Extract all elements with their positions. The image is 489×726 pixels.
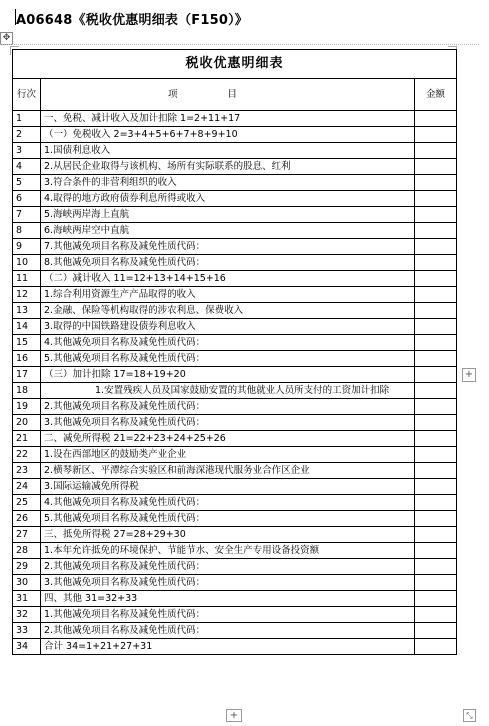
amount-cell[interactable]: [415, 575, 457, 591]
row-number-cell[interactable]: 23: [13, 463, 41, 479]
tax-preference-table: [12, 49, 457, 655]
amount-cell[interactable]: [415, 383, 457, 399]
row-number-cell[interactable]: 20: [13, 415, 41, 431]
amount-cell[interactable]: [415, 511, 457, 527]
item-cell[interactable]: 4.其他减免项目名称及减免性质代码：: [41, 495, 415, 511]
amount-cell[interactable]: [415, 175, 457, 191]
item-cell[interactable]: 3.符合条件的非营利组织的收入: [41, 175, 415, 191]
table-row: [13, 575, 457, 591]
table-row: [13, 271, 457, 287]
item-cell[interactable]: 4.其他减免项目名称及减免性质代码：: [41, 335, 415, 351]
header-amount[interactable]: 金额: [415, 79, 457, 111]
item-cell[interactable]: 5.海峡两岸海上直航: [41, 207, 415, 223]
page-separator: [0, 44, 479, 45]
row-number-cell[interactable]: 2: [13, 127, 41, 143]
amount-cell[interactable]: [415, 543, 457, 559]
amount-cell[interactable]: [415, 399, 457, 415]
item-cell[interactable]: 3.其他减免项目名称及减免性质代码：: [41, 415, 415, 431]
item-cell[interactable]: 7.其他减免项目名称及减免性质代码：: [41, 239, 415, 255]
amount-cell[interactable]: [415, 287, 457, 303]
amount-cell[interactable]: [415, 639, 457, 655]
table-row: [13, 415, 457, 431]
row-number-cell[interactable]: 21: [13, 431, 41, 447]
item-cell[interactable]: 2.其他减免项目名称及减免性质代码：: [41, 623, 415, 639]
table-row: [13, 479, 457, 495]
row-number-cell[interactable]: 10: [13, 255, 41, 271]
table-row: [13, 607, 457, 623]
item-cell[interactable]: 2.横琴新区、平潭综合实验区和前海深港现代服务业合作区企业: [41, 463, 415, 479]
table-row: [13, 623, 457, 639]
table-row: [13, 543, 457, 559]
table-row: [13, 287, 457, 303]
amount-cell[interactable]: [415, 607, 457, 623]
item-cell[interactable]: 5.其他减免项目名称及减免性质代码：: [41, 511, 415, 527]
amount-cell[interactable]: [415, 367, 457, 383]
table-row: [13, 511, 457, 527]
amount-cell[interactable]: [415, 335, 457, 351]
table-row: [13, 255, 457, 271]
amount-cell[interactable]: [415, 495, 457, 511]
document-title: A06648《税收优惠明细表（F150）》: [16, 13, 249, 28]
row-number-cell[interactable]: 12: [13, 287, 41, 303]
table-resize-icon[interactable]: ⤡: [463, 709, 476, 722]
amount-cell[interactable]: [415, 623, 457, 639]
amount-cell[interactable]: [415, 463, 457, 479]
table-title-row: [13, 50, 457, 79]
item-cell[interactable]: 合计 34=1+21+27+31: [41, 639, 415, 655]
table-row: [13, 159, 457, 175]
item-cell[interactable]: 1.综合利用资源生产产品取得的收入: [41, 287, 415, 303]
row-number-cell[interactable]: 28: [13, 543, 41, 559]
amount-cell[interactable]: [415, 319, 457, 335]
row-number-cell[interactable]: 33: [13, 623, 41, 639]
table-row: [13, 111, 457, 127]
table-row: [13, 223, 457, 239]
item-cell[interactable]: 四、其他 31=32+33: [41, 591, 415, 607]
table-row: [13, 463, 457, 479]
item-cell[interactable]: 2.其他减免项目名称及减免性质代码：: [41, 399, 415, 415]
row-number-cell[interactable]: 9: [13, 239, 41, 255]
row-number-cell[interactable]: 6: [13, 191, 41, 207]
item-cell[interactable]: 1.设在西部地区的鼓励类产业企业: [41, 447, 415, 463]
row-number-cell[interactable]: 26: [13, 511, 41, 527]
item-cell[interactable]: 6.海峡两岸空中直航: [41, 223, 415, 239]
amount-cell[interactable]: [415, 591, 457, 607]
row-number-cell[interactable]: 3: [13, 143, 41, 159]
header-row-number[interactable]: 行次: [13, 79, 41, 111]
row-number-cell[interactable]: 24: [13, 479, 41, 495]
amount-cell[interactable]: [415, 255, 457, 271]
table-body: [13, 111, 457, 655]
amount-cell[interactable]: [415, 207, 457, 223]
amount-cell[interactable]: [415, 239, 457, 255]
amount-cell[interactable]: [415, 127, 457, 143]
item-cell[interactable]: 8.其他减免项目名称及减免性质代码：: [41, 255, 415, 271]
table-row: [13, 191, 457, 207]
amount-cell[interactable]: [415, 527, 457, 543]
amount-cell[interactable]: [415, 271, 457, 287]
table-row: [13, 351, 457, 367]
table-title[interactable]: 税收优惠明细表: [13, 50, 457, 79]
item-cell[interactable]: 5.其他减免项目名称及减免性质代码：: [41, 351, 415, 367]
row-number-cell[interactable]: 31: [13, 591, 41, 607]
item-cell[interactable]: 3.取得的中国铁路建设债券利息收入: [41, 319, 415, 335]
table-row: [13, 591, 457, 607]
item-cell[interactable]: 1.安置残疾人员及国家鼓励安置的其他就业人员所支付的工资加计扣除: [41, 383, 415, 399]
amount-cell[interactable]: [415, 143, 457, 159]
table-row: [13, 527, 457, 543]
row-number-cell[interactable]: 22: [13, 447, 41, 463]
item-cell[interactable]: 一、免税、减计收入及加计扣除 1=2+11+17: [41, 111, 415, 127]
table-row: [13, 495, 457, 511]
row-number-cell[interactable]: 19: [13, 399, 41, 415]
row-number-cell[interactable]: 18: [13, 383, 41, 399]
amount-cell[interactable]: [415, 223, 457, 239]
amount-cell[interactable]: [415, 431, 457, 447]
amount-cell[interactable]: [415, 415, 457, 431]
table-row: [13, 239, 457, 255]
item-cell[interactable]: 二、减免所得税 21=22+23+24+25+26: [41, 431, 415, 447]
table-row: [13, 319, 457, 335]
row-number-cell[interactable]: 1: [13, 111, 41, 127]
row-number-cell[interactable]: 16: [13, 351, 41, 367]
item-cell[interactable]: 2.金融、保险等机构取得的涉农利息、保费收入: [41, 303, 415, 319]
amount-cell[interactable]: [415, 479, 457, 495]
row-number-cell[interactable]: 27: [13, 527, 41, 543]
table-row: [13, 399, 457, 415]
item-cell[interactable]: 4.取得的地方政府债券利息所得或收入: [41, 191, 415, 207]
amount-cell[interactable]: [415, 559, 457, 575]
row-number-cell[interactable]: 25: [13, 495, 41, 511]
row-number-cell[interactable]: 29: [13, 559, 41, 575]
row-number-cell[interactable]: 32: [13, 607, 41, 623]
item-cell[interactable]: 3.其他减免项目名称及减免性质代码：: [41, 575, 415, 591]
item-cell[interactable]: 1.国债利息收入: [41, 143, 415, 159]
item-cell[interactable]: （一）免税收入 2=3+4+5+6+7+8+9+10: [41, 127, 415, 143]
row-number-cell[interactable]: 34: [13, 639, 41, 655]
table-move-handle-icon[interactable]: ✥: [0, 32, 13, 45]
add-column-plus-icon[interactable]: +: [462, 368, 476, 382]
row-number-cell[interactable]: 17: [13, 367, 41, 383]
row-number-cell[interactable]: 4: [13, 159, 41, 175]
item-cell[interactable]: 三、抵免所得税 27=28+29+30: [41, 527, 415, 543]
add-row-plus-icon[interactable]: +: [226, 709, 242, 722]
table-row: [13, 143, 457, 159]
item-cell[interactable]: （三）加计扣除 17=18+19+20: [41, 367, 415, 383]
row-number-cell[interactable]: 8: [13, 223, 41, 239]
row-number-cell[interactable]: 13: [13, 303, 41, 319]
table-row: [13, 383, 457, 399]
table-header-row: [13, 79, 457, 111]
row-number-cell[interactable]: 5: [13, 175, 41, 191]
amount-cell[interactable]: [415, 351, 457, 367]
amount-cell[interactable]: [415, 111, 457, 127]
row-number-cell[interactable]: 15: [13, 335, 41, 351]
table-row: [13, 639, 457, 655]
table-row: [13, 127, 457, 143]
item-cell[interactable]: 1.本年允许抵免的环境保护、节能节水、安全生产专用设备投资额: [41, 543, 415, 559]
table-row: [13, 559, 457, 575]
table-row: [13, 175, 457, 191]
table-row: [13, 335, 457, 351]
table-row: [13, 207, 457, 223]
row-number-cell[interactable]: 7: [13, 207, 41, 223]
item-cell[interactable]: 1.其他减免项目名称及减免性质代码：: [41, 607, 415, 623]
table-row: [13, 447, 457, 463]
row-number-cell[interactable]: 14: [13, 319, 41, 335]
amount-cell[interactable]: [415, 447, 457, 463]
amount-cell[interactable]: [415, 159, 457, 175]
table-row: [13, 431, 457, 447]
amount-cell[interactable]: [415, 303, 457, 319]
header-item[interactable]: 项目: [41, 79, 415, 111]
item-cell[interactable]: （二）减计收入 11=12+13+14+15+16: [41, 271, 415, 287]
item-cell[interactable]: 3.国际运输减免所得税: [41, 479, 415, 495]
row-number-cell[interactable]: 11: [13, 271, 41, 287]
row-number-cell[interactable]: 30: [13, 575, 41, 591]
item-cell[interactable]: 2.其他减免项目名称及减免性质代码：: [41, 559, 415, 575]
table-row: [13, 303, 457, 319]
item-cell[interactable]: 2.从居民企业取得与该机构、场所有实际联系的股息、红利: [41, 159, 415, 175]
amount-cell[interactable]: [415, 191, 457, 207]
table-row: [13, 367, 457, 383]
